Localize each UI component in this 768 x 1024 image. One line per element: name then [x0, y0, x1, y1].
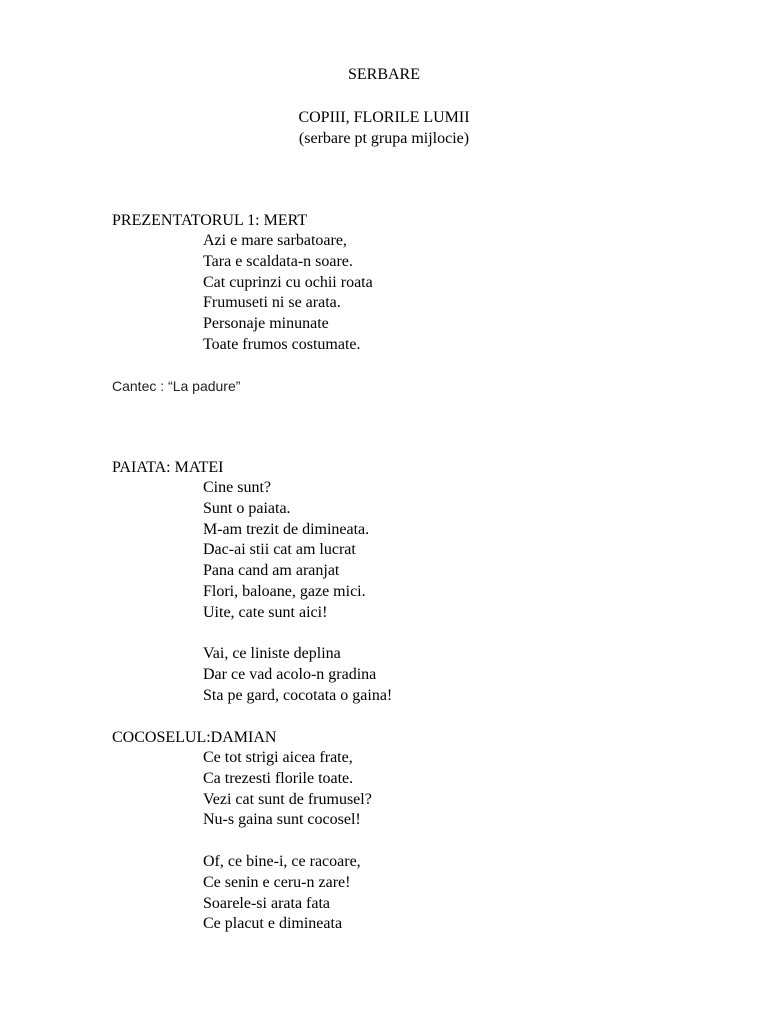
verse-line: M-am trezit de dimineata. [203, 520, 370, 538]
document-subnote: (serbare pt grupa mijlocie) [298, 130, 470, 147]
verse-line: Nu-s gaina sunt cocosel! [203, 811, 361, 829]
verse-line: Frumuseti ni se arata. [203, 294, 341, 312]
speaker-name: PREZENTATORUL 1: MERT [112, 212, 308, 229]
verse-line: Dar ce vad acolo-n gradina [203, 666, 377, 684]
verse-line: Soarele-si arata fata [203, 894, 331, 912]
speaker-name: COCOSELUL:DAMIAN [112, 729, 277, 746]
verse-line: Pana cand am aranjat [203, 562, 340, 580]
verse-line: Personaje minunate [203, 315, 329, 333]
verse-line: Vezi cat sunt de frumusel? [203, 790, 372, 808]
stanza-gap [112, 831, 732, 852]
document-title: SERBARE [347, 66, 420, 83]
stanza [112, 748, 732, 831]
verse-line: Flori, baloane, gaze mici. [203, 582, 366, 600]
stanza [112, 231, 732, 356]
document-subtitle: COPIII, FLORILE LUMII [298, 109, 470, 126]
verse-line: Toate frumos costumate. [203, 335, 361, 353]
verse-line: Of, ce bine-i, ce racoare, [203, 852, 361, 870]
stanza [112, 478, 732, 624]
verse-line: Sunt o paiata. [203, 499, 291, 517]
stanza [112, 852, 732, 935]
section-prezentatorul [112, 210, 732, 356]
verse-line: Ce tot strigi aicea frate, [203, 749, 353, 766]
verse-line: Dac-ai stii cat am lucrat [203, 541, 356, 559]
section-paiata [112, 457, 732, 707]
verse-line: Ca trezesti florile toate. [203, 769, 354, 787]
section-cocoselul [112, 727, 732, 935]
song-note: Cantec : “La padure” [112, 378, 241, 394]
verse-line: Ce senin e ceru-n zare! [203, 873, 351, 891]
verse-line: Tara e scaldata-n soare. [203, 252, 353, 270]
verse-line: Vai, ce liniste deplina [203, 645, 341, 663]
stanza-gap [112, 624, 732, 645]
verse-line: Cine sunt? [203, 479, 271, 496]
verse-line: Azi e mare sarbatoare, [203, 232, 347, 249]
verse-line: Cat cuprinzi cu ochii roata [203, 273, 373, 291]
verse-line: Ce placut e dimineata [203, 915, 343, 933]
verse-line: Uite, cate sunt aici! [203, 603, 328, 621]
stanza [112, 644, 732, 706]
verse-line: Sta pe gard, cocotata o gaina! [203, 686, 393, 704]
speaker-name: PAIATA: MATEI [112, 459, 224, 476]
